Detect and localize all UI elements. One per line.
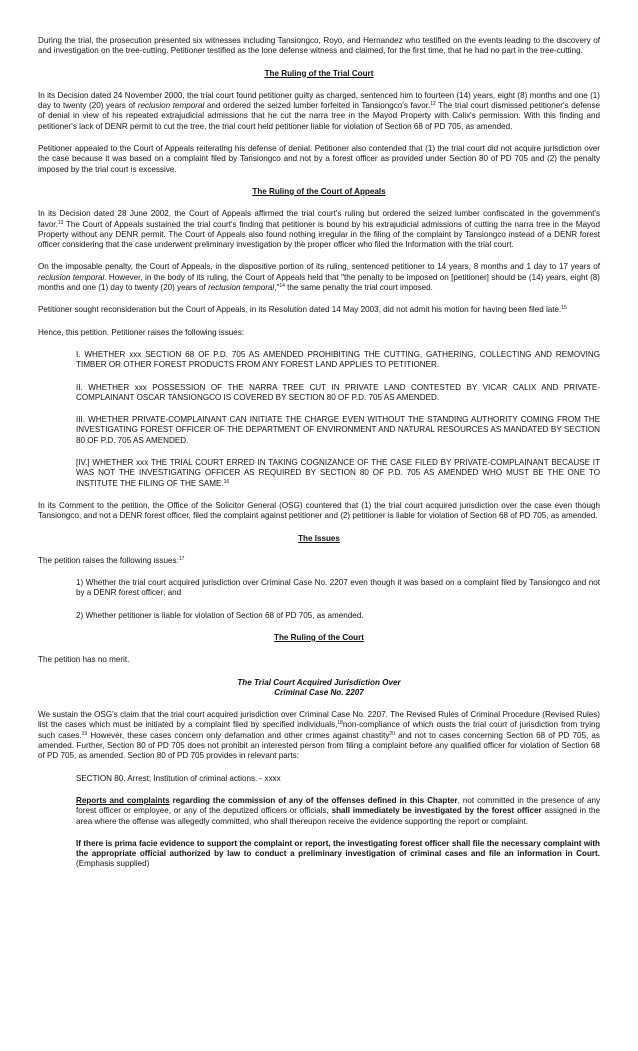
footnote-ref: 18 bbox=[337, 720, 343, 727]
footnote-ref: 19 bbox=[81, 730, 88, 737]
issue-item-4: [IV.] WHETHER xxx THE TRIAL COURT ERRED IN TAKING COGNIZANCE OF THE CASE FILED BY PRIVATE-COMPLAINANT BECAUSE IT WAS NOT THE INVESTIGATING OFFICER AS REQUIRED BY SECTION 80 OF P.D. 705 AS AMENDED WHO MUST BE THE ONE TO INSTITUTE THE FILING OF THE SAME.$^{16}$ bbox=[76, 458, 600, 488]
quote-section-80-title: SECTION 80. Arrest; Institution of criminal actions. - xxxx bbox=[76, 773, 281, 783]
heading-jurisdiction: The Trial Court Acquired Jurisdiction Over Criminal Case No. 2207 bbox=[237, 677, 401, 697]
issue-item-1: I. WHETHER xxx SECTION 68 OF P.D. 705 AS AMENDED PROHIBITING THE CUTTING, GATHERING, COLLECTING AND REMOVING TIMBER OR OTHER FOREST PRODUCTS FROM ANY FOREST LAND APPLIES TO PETITIONER. bbox=[76, 349, 600, 370]
footnote-ref: 12 bbox=[430, 101, 436, 108]
paragraph-trial-decision: In its Decision dated 24 November 2000, the trial court found petitioner guilty as charged, sentenced him to fourteen (14) years, eight (8) months and one (1) day to twenty (20) years of reclusion temporal and ordered the seized lumber forfeited in Tansiongco's favor.$^{12}$ The trial court dismissed petitioner's defense of denial in view of his repeated extrajudicial admissions that he cut the narra tree in the Mayod Property with Calix's permission. With this finding and petitioner's lack of DENR permit to cut the tree, the trial court held petitioner liable for violation of Section 68 of PD 705, as amended. bbox=[38, 90, 600, 131]
heading-ruling-court-of-appeals: The Ruling of the Court of Appeals bbox=[252, 186, 386, 196]
paragraph-appeal: Petitioner appealed to the Court of Appeals reiterating his defense of denial. Petitioner also contended that (1) the trial court did not acquire jurisdiction over the case because it was based on a complaint filed by Tansiongco and not by a forest officer as provided under Section 80 of PD 705 and (2) the penalty imposed by the trial court is excessive. bbox=[38, 144, 600, 174]
footnote-ref: 13 bbox=[57, 219, 64, 226]
question-item-1: 1) Whether the trial court acquired jurisdiction over Criminal Case No. 2207 even though it was based on a complaint filed by Tansiongco and not by a DENR forest officer; and bbox=[76, 578, 600, 598]
quote-section-80-reports: Reports and complaints regarding the commission of any of the offenses defined in this Chapter, not committed in the presence of any forest officer or employee, or any of the deputized officers or officials, shall immediately be investigated by the forest officer assigned in the area where the offense was allegedly committed, who shall thereupon receive the evidence supporting the report or complaint. bbox=[76, 795, 600, 826]
paragraph-no-merit: The petition has no merit. bbox=[38, 655, 130, 665]
issue-item-2: II. WHETHER xxx POSSESSION OF THE NARRA TREE CUT IN PRIVATE LAND CONTESTED BY VICAR CALIX AND PRIVATE-COMPLAINANT OSCAR TANSIONGCO IS COVERED BY SECTION 80 OF P.D. 705 AS AMENDED. bbox=[76, 382, 600, 402]
footnote-ref: 16 bbox=[223, 478, 230, 485]
question-item-2: 2) Whether petitioner is liable for violation of Section 68 of PD 705, as amended. bbox=[76, 610, 364, 620]
heading-ruling-trial-court: The Ruling of the Trial Court bbox=[264, 68, 374, 78]
footnote-ref: 17 bbox=[178, 555, 185, 562]
quote-section-80-prima-facie: If there is prima facie evidence to support the complaint or report, the investigating forest officer shall file the necessary complaint with the appropriate official authorized by law to conduct a preliminary investigation of criminal cases and file an information in Court. (Emphasis supplied) bbox=[76, 838, 600, 869]
footnote-ref: 15 bbox=[561, 305, 567, 312]
paragraph-reconsideration: Petitioner sought reconsideration but the Court of Appeals, in its Resolution dated 14 May 2003, did not admit his motion for having been filed late.$^{15}$ bbox=[38, 305, 567, 315]
paragraph-jurisdiction: We sustain the OSG's claim that the trial court acquired jurisdiction over Criminal Case No. 2207. The Revised Rules of Criminal Procedure (Revised Rules) list the cases which must be initiated by a complaint filed by specified individuals,$^{18}$non-compliance of which ousts the trial court of jurisdiction from trying such cases.$^{19}$ However, these cases concern only defamation and other crimes against chastity$^{20}$ and not to cases concerning Section 68 of PD 705, as amended. Further, Section 80 of PD 705 does not prohibit an interested person from filing a complaint before any qualified officer for violation of Section 68 of PD 705, as amended. Section 80 of PD 705 provides in relevant parts: bbox=[38, 710, 600, 761]
paragraph-osg-comment: In its Comment to the petition, the Office of the Solicitor General (OSG) countered that (1) the trial court acquired jurisdiction over the case even though Tansiongco, and not a DENR forest officer, filed the complaint against petitioner and (2) petitioner is liable for violation of Section 68 of PD 705, as amended. bbox=[38, 500, 600, 521]
footnote-ref: 20 bbox=[389, 730, 395, 737]
paragraph-issues-intro: The petition raises the following issues:$^{17}$ bbox=[38, 555, 185, 565]
paragraph-ca-decision: In its Decision dated 28 June 2002, the Court of Appeals affirmed the trial court's ruling but ordered the seized lumber confiscated in the government's favor.$^{13}$ The Court of Appeals sustained the trial court's finding that petitioner is bound by his extrajudicial admissions of cutting the narra tree in the Mayod Property without any DENR permit. The Court of Appeals also found nothing irregular in the filing of the complaint by Tansiongco instead of a DENR forest officer considering that the case underwent preliminary investigation by the proper officer who filed the Information with the trial court. bbox=[38, 209, 600, 250]
issue-item-3: III. WHETHER PRIVATE-COMPLAINANT CAN INITIATE THE CHARGE EVEN WITHOUT THE STANDING AUTHORITY COMING FROM THE INVESTIGATING FOREST OFFICER OF THE DEPARTMENT OF ENVIRONMENT AND NATURAL RESOURCES AS MANDATED BY SECTION 80 OF P.D. 705 AS AMENDED. bbox=[76, 415, 600, 445]
heading-ruling-of-the-court: The Ruling of the Court bbox=[274, 632, 364, 642]
paragraph-trial-witnesses: During the trial, the prosecution presented six witnesses including Tansiongco, Royo, and Hernandez who testified on the events leading to the discovery of and investigation on the tree-cutting. Petitioner testified as the lone defense witness and claimed, for the first time, that he had no part in the tree-cutting. bbox=[38, 36, 600, 56]
heading-the-issues: The Issues bbox=[298, 533, 340, 543]
paragraph-petition-issues-intro: Hence, this petition. Petitioner raises the following issues: bbox=[38, 327, 245, 337]
footnote-ref: 14 bbox=[279, 283, 285, 290]
paragraph-penalty: On the imposable penalty, the Court of Appeals, in the dispositive portion of its ruling, sentenced petitioner to 14 years, 8 months and 1 day to 17 years of reclusion temporal. However, in the body of its ruling, the Court of Appeals held that "the penalty to be imposed on [petitioner] should be (14) years, eight (8) months and one (1) day to twenty (20) years of reclusion temporal,"$^{14}$ the same penalty the trial court imposed. bbox=[38, 262, 600, 293]
